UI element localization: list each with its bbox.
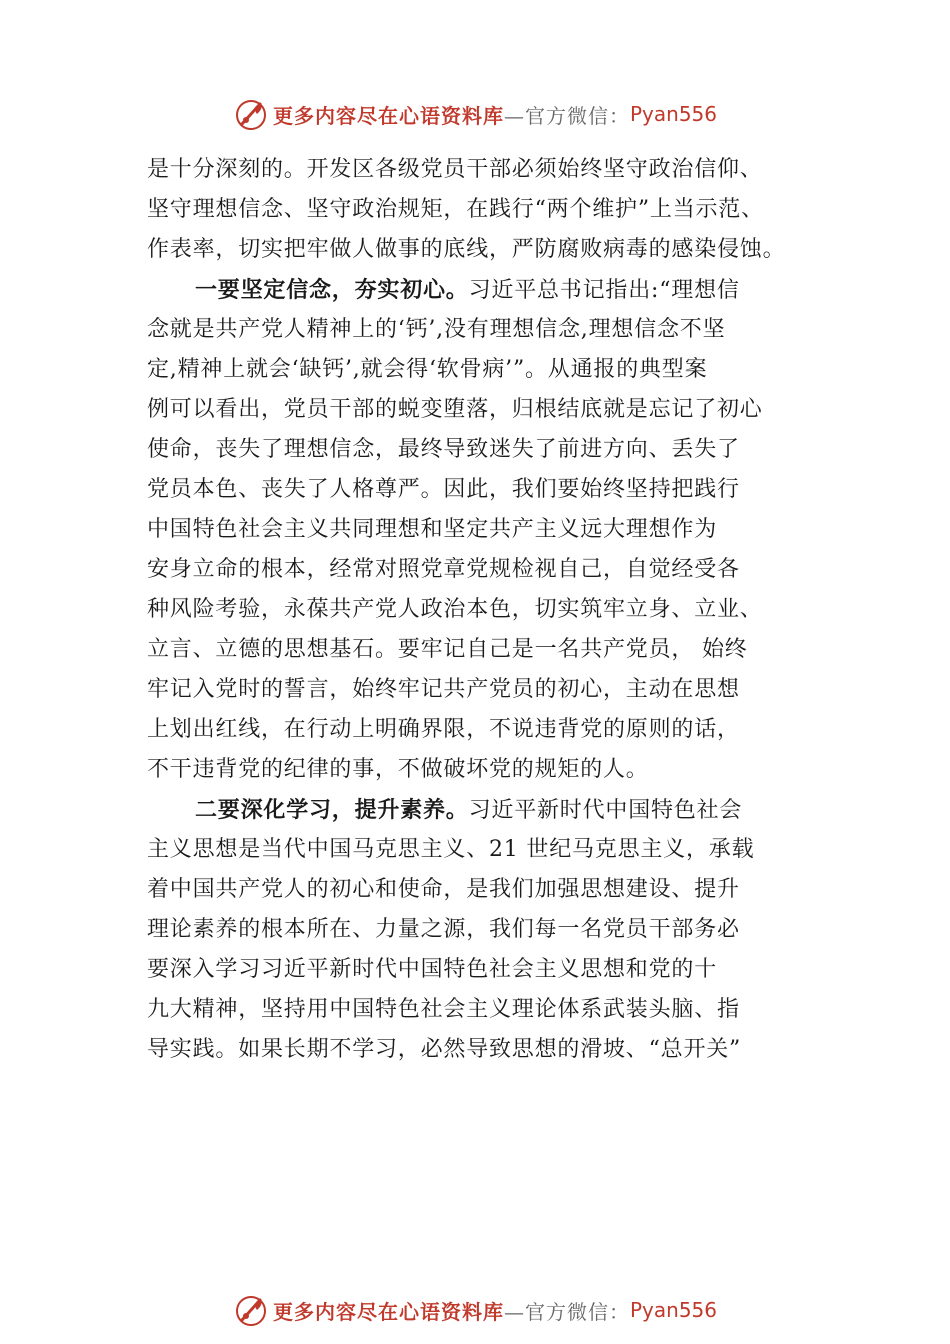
text-line: 不干违背党的纪律的事，不做破坏党的规矩的人。 — [147, 757, 649, 782]
text-line: 主义思想是当代中国马克思主义、21 世纪马克思主义，承载 — [147, 837, 755, 862]
text-line: 上划出红线，在行动上明确界限，不说违背党的原则的话， — [147, 717, 740, 742]
text-line: 中国特色社会主义共同理想和坚定共产主义远大理想作为 — [147, 517, 718, 542]
paragraph-2 — [147, 270, 867, 790]
text-line: 使命，丧失了理想信念，最终导致迷失了前进方向、丢失了 — [147, 437, 740, 462]
text-line: 要深入学习习近平新时代中国特色社会主义思想和党的十 — [147, 957, 718, 982]
paragraph-1 — [147, 150, 867, 270]
footer-wechat-id: Pyan556 — [629, 1298, 717, 1322]
footer-wechat-label: —官方微信： — [503, 1299, 630, 1324]
quill-pen-seal-icon — [233, 1292, 269, 1328]
paragraph-3 — [147, 790, 867, 1070]
quill-pen-seal-icon — [233, 96, 269, 132]
text-line: 理论素养的根本所在、力量之源，我们每一名党员干部务必 — [147, 917, 740, 942]
paragraph-2-first-line — [147, 270, 867, 310]
text-line: 作表率，切实把牢做人做事的底线，严防腐败病毒的感染侵蚀。 — [147, 237, 786, 262]
header-wechat-label: —官方微信： — [503, 103, 630, 128]
text-line: 种风险考验，永葆共产党人政治本色，切实筑牢立身、立业、 — [147, 597, 763, 622]
section-heading-1: 一要坚定信念，夯实初心。 — [195, 277, 469, 303]
footer-banner — [0, 1290, 950, 1330]
text-line: 着中国共产党人的初心和使命，是我们加强思想建设、提升 — [147, 877, 740, 902]
section-heading-2: 二要深化学习，提升素养。 — [195, 797, 469, 823]
header-site-name: 更多内容尽在心语资料库 — [272, 103, 504, 128]
text-line: 党员本色、丧失了人格尊严。因此，我们要始终坚持把践行 — [147, 477, 740, 502]
text-line: 九大精神，坚持用中国特色社会主义理论体系武装头脑、指 — [147, 997, 740, 1022]
text-line: 导实践。如果长期不学习，必然导致思想的滑坡、“总开关” — [147, 1037, 742, 1062]
footer-site-name: 更多内容尽在心语资料库 — [272, 1299, 504, 1324]
text-line: 立言、立德的思想基石。要牢记自己是一名共产党员， 始终 — [147, 637, 748, 662]
text-line: 是十分深刻的。开发区各级党员干部必须始终坚守政治信仰、 — [147, 157, 763, 182]
header-banner — [0, 94, 950, 134]
header-wechat-id: Pyan556 — [629, 102, 717, 126]
text-line: 牢记入党时的誓言，始终牢记共产党员的初心，主动在思想 — [147, 677, 740, 702]
text-line: 坚守理想信念、坚守政治规矩，在践行“两个维护”上当示范、 — [147, 197, 764, 222]
text-segment: 习近平新时代中国特色社会 — [468, 798, 743, 823]
text-line: 念就是共产党人精神上的‘钙’,没有理想信念,理想信念不坚 — [147, 317, 726, 342]
paragraph-3-first-line — [147, 790, 867, 830]
text-line: 定,精神上就会‘缺钙’,就会得‘软骨病’”。从通报的典型案 — [147, 357, 708, 382]
text-line: 例可以看出，党员干部的蜕变堕落，归根结底就是忘记了初心 — [147, 397, 763, 422]
text-segment: 习近平总书记指出:“理想信 — [468, 278, 740, 303]
text-line: 安身立命的根本，经常对照党章党规检视自己，自觉经受各 — [147, 557, 740, 582]
document-body — [147, 150, 867, 1070]
